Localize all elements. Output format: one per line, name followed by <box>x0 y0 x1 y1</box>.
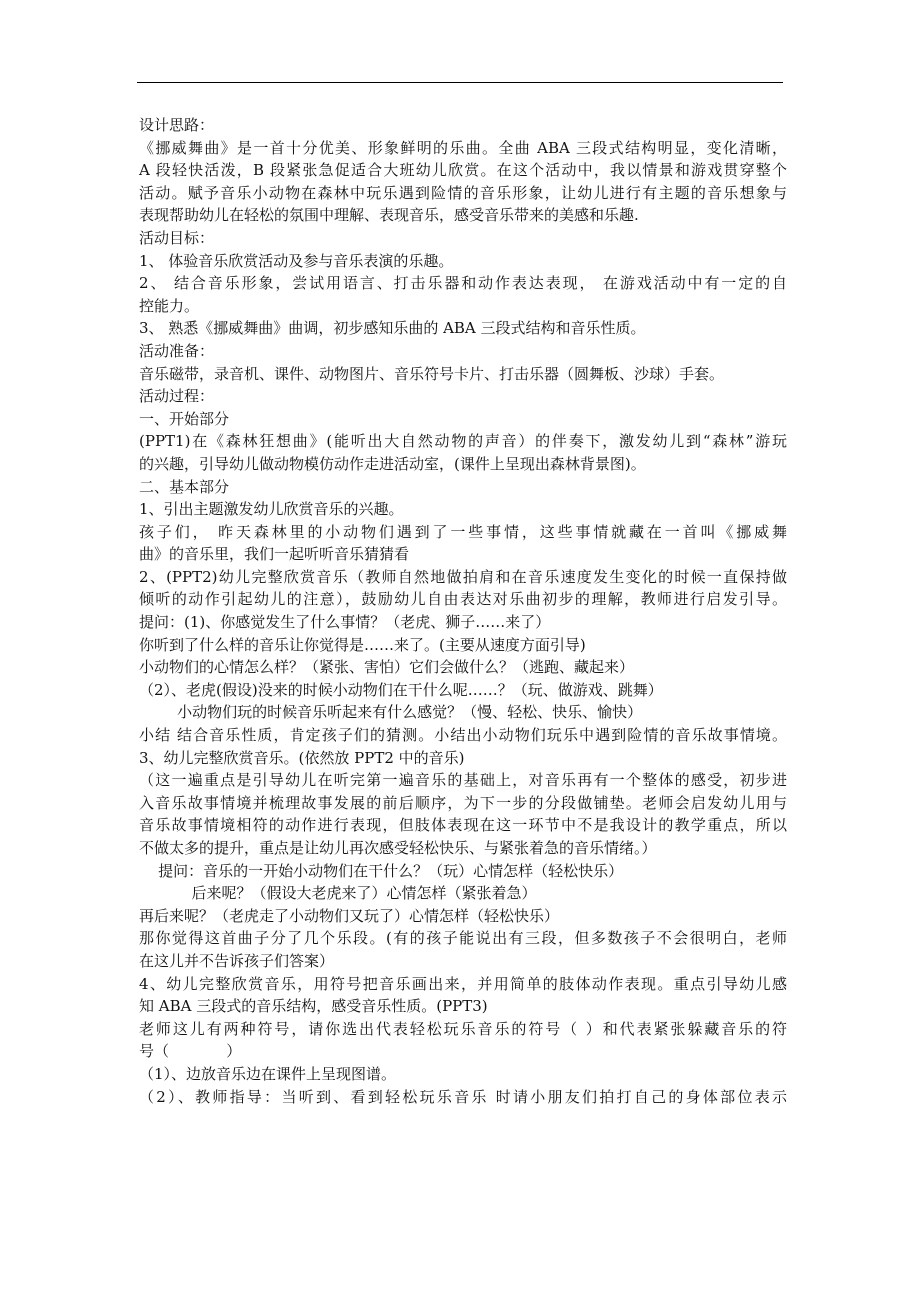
text-line: 提问：(1)、你感觉发生了什么事情？（老虎、狮子……来了） <box>139 613 551 632</box>
text-line: 1、 体验音乐欣赏活动及参与音乐表演的乐趣。 <box>139 251 454 270</box>
text-line: 小动物们玩的时候音乐听起来有什么感觉？（慢、轻松、快乐、愉快） <box>139 703 643 722</box>
text-line: 《挪威舞曲》是一首十分优美、形象鲜明的乐曲。全曲 ABA 三段式结构明显，变化清晰， <box>139 138 787 157</box>
text-line: (PPT1)在《森林狂想曲》(能听出大自然动物的声音）的伴奏下，激发幼儿到“森林”游玩 <box>139 432 787 451</box>
text-line: 音乐磁带，录音机、课件、动物图片、音乐符号卡片、打击乐器（圆舞板、沙球）手套。 <box>139 364 725 383</box>
text-line: 那你觉得这首曲子分了几个乐段。(有的孩子能说出有三段，但多数孩子不会很明白，老师 <box>139 929 787 948</box>
text-line: 不做太多的提升，重点是让幼儿再次感受轻松快乐、与紧张着急的音乐情绪。） <box>139 839 657 857</box>
text-line: 设计思路： <box>139 116 215 134</box>
text-line: 号（ ） <box>139 1042 242 1061</box>
text-line: 倾听的动作引起幼儿的注意），鼓励幼儿自由表达对乐曲初步的理解，教师进行启发引导。 <box>139 590 787 609</box>
text-line: 活动。赋予音乐小动物在森林中玩乐遇到险情的音乐形象，让幼儿进行有主题的音乐想象与 <box>139 183 787 202</box>
text-line: 小结 结合音乐性质，肯定孩子们的猜测。小结出小动物们玩乐中遇到险情的音乐故事情境。 <box>139 726 787 745</box>
text-line: 一、开始部分 <box>139 409 230 428</box>
header-rule <box>137 82 783 83</box>
document-body <box>139 114 787 1108</box>
text-line: 再后来呢？（老虎走了小动物们又玩了）心情怎样（轻松快乐） <box>139 906 560 925</box>
text-line: 小动物们的心情怎么样？（紧张、害怕）它们会做什么？（逃跑、藏起来） <box>139 658 635 677</box>
text-line: 4、幼儿完整欣赏音乐，用符号把音乐画出来，并用简单的肢体动作表现。重点引导幼儿感 <box>139 974 787 993</box>
text-line: 活动准备： <box>139 341 215 360</box>
text-line: 入音乐故事情境并梳理故事发展的前后顺序，为下一步的分段做铺垫。老师会启发幼儿用与 <box>139 793 787 812</box>
text-line: 3、幼儿完整欣赏音乐。(依然放 PPT2 中的音乐) <box>139 748 465 767</box>
text-line: 音乐故事情境相符的动作进行表现，但肢体表现在这一环节中不是我设计的教学重点，所以 <box>139 816 787 835</box>
text-line: 曲》的音乐里，我们一起听听音乐猜猜看 <box>139 545 410 564</box>
text-line: 孩子们， 昨天森林里的小动物们遇到了一些事情，这些事情就藏在一首叫《挪威舞 <box>139 522 787 541</box>
text-line: 活动过程： <box>139 387 215 406</box>
text-line: （1）、边放音乐边在课件上呈现图谱。 <box>139 1064 397 1083</box>
text-line: 二、基本部分 <box>139 477 230 496</box>
text-line: （这一遍重点是引导幼儿在听完第一遍音乐的基础上，对音乐再有一个整体的感受，初步进 <box>139 771 787 790</box>
text-line: A 段轻快活泼，B 段紧张急促适合大班幼儿欣赏。在这个活动中，我以情景和游戏贯穿整个 <box>139 161 787 180</box>
text-line: 知 ABA 三段式的音乐结构，感受音乐性质。(PPT3) <box>139 997 488 1016</box>
text-line: 2、 结合音乐形象，尝试用语言、打击乐器和动作表达表现， 在游戏活动中有一定的自 <box>139 274 787 293</box>
text-line: 老师这儿有两种符号，请你选出代表轻松玩乐音乐的符号（ ）和代表紧张躲藏音乐的符 <box>139 1019 787 1038</box>
text-line: 控能力。 <box>139 296 200 315</box>
text-line: 后来呢？（假设大老虎来了）心情怎样（紧张着急） <box>139 884 537 903</box>
text-line: 提问：音乐的一开始小动物们在干什么？（玩）心情怎样（轻松快乐） <box>139 861 624 880</box>
text-line: 表现帮助幼儿在轻松的氛围中理解、表现音乐，感受音乐带来的美感和乐趣. <box>139 206 639 225</box>
text-line: 活动目标： <box>139 228 215 247</box>
text-line: 1、引出主题激发幼儿欣赏音乐的兴趣。 <box>139 500 404 519</box>
text-line: 的兴趣，引导幼儿做动物模仿动作走进活动室，(课件上呈现出森林背景图)。 <box>139 454 646 473</box>
text-line: 3、 熟悉《挪威舞曲》曲调，初步感知乐曲的 ABA 三段式结构和音乐性质。 <box>139 319 646 338</box>
text-line: （2）、老虎(假设)没来的时候小动物们在干什么呢……？（玩、做游戏、跳舞） <box>139 680 663 699</box>
text-line: （2）、教师指导：当听到、看到轻松玩乐音乐 时请小朋友们拍打自己的身体部位表示 <box>139 1087 787 1106</box>
text-line: 你听到了什么样的音乐让你觉得是……来了。(主要从速度方面引导) <box>139 635 586 654</box>
text-line: 在这儿并不告诉孩子们答案） <box>139 951 335 970</box>
text-line: 2、(PPT2)幼儿完整欣赏音乐（教师自然地做拍肩和在音乐速度发生变化的时候一直保持做 <box>139 567 787 586</box>
